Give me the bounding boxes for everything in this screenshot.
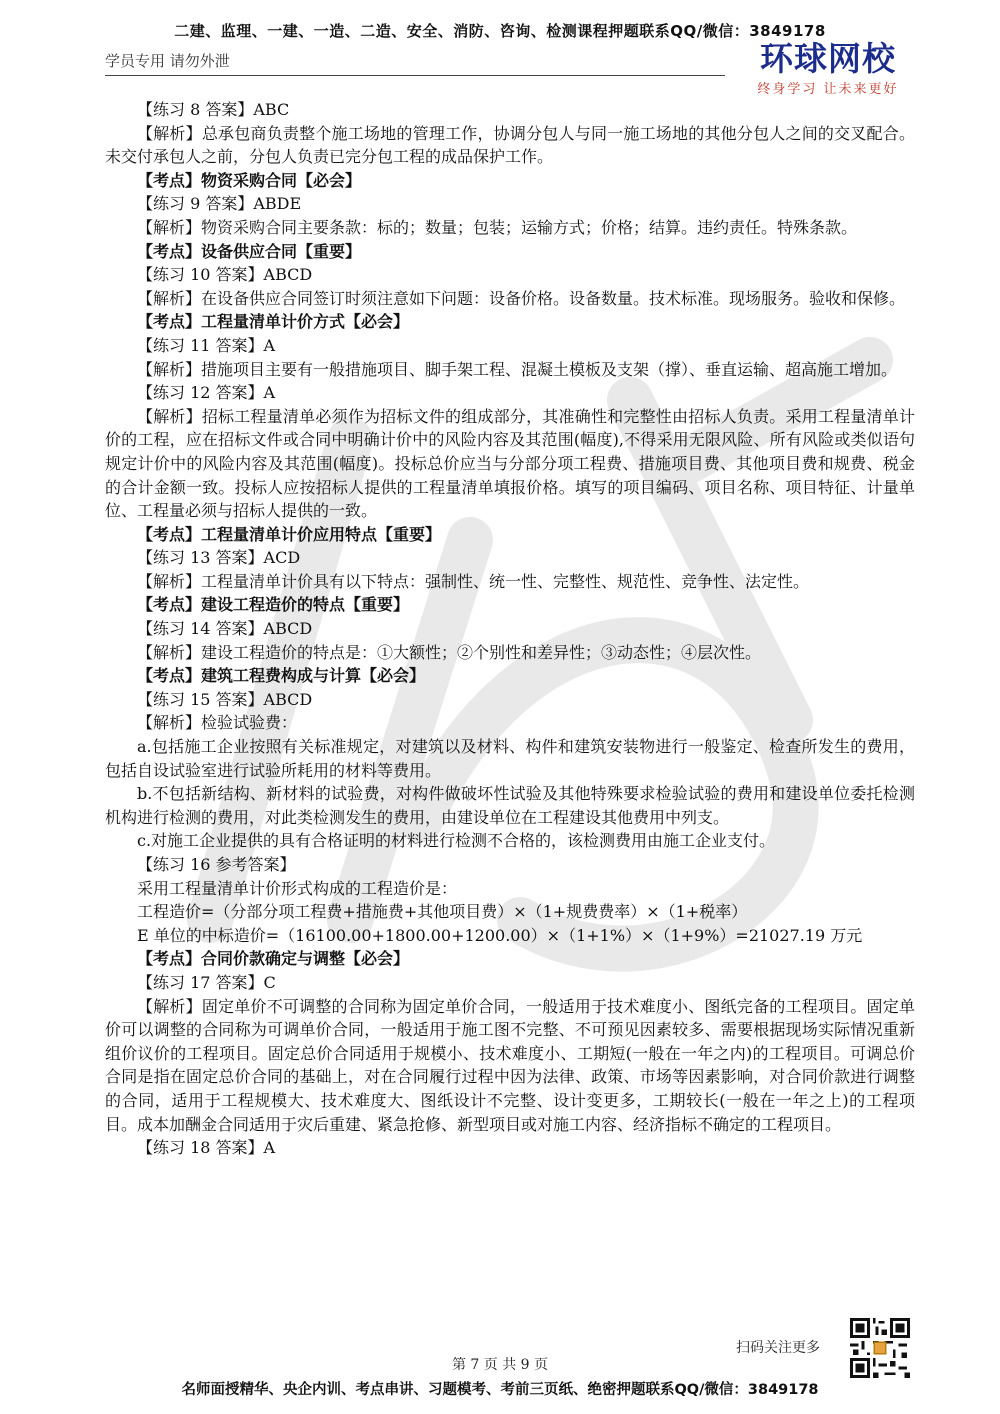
section-heading: 【考点】合同价款确定与调整【必会】 bbox=[137, 949, 410, 969]
document-body bbox=[105, 98, 915, 1160]
text-line: 【解析】固定单价不可调整的合同称为固定单价合同，一般适用于技术难度小、图纸完备的工程项目。固定单价可以调整的合同称为可调单价合同，一般适用于施工图不完整、不可预见因素较多、需要根据现场实际情况重新组价议价的工程项目。固定总价合同适用于规模小、技术难度小、工期短(一般在一年之内)的工程项目。可调总价合同是指在固定总价合同的基础上，对在合同履行过程中因为法律、政策、市场等因素影响，对合同价款进行调整的合同，适用于工程规模大、技术难度大、图纸设计不完整、设计变更多，工期较长(一般在一年之上)的工程项目。成本加酬金合同适用于灾后重建、紧急抢修、新型项目或对施工内容、经济指标不确定的工程项目。 bbox=[105, 996, 915, 1134]
header-divider bbox=[105, 75, 725, 76]
text-line: E 单位的中标造价=（16100.00+1800.00+1200.00）×（1+1%）×（1+9%）=21027.19 万元 bbox=[137, 925, 863, 945]
text-line: 【练习 12 答案】A bbox=[137, 383, 276, 403]
header-notice: 学员专用 请勿外泄 bbox=[105, 52, 230, 70]
section-heading: 【考点】工程量清单计价方式【必会】 bbox=[137, 312, 410, 332]
text-line: 【解析】招标工程量清单必须作为招标文件的组成部分，其准确性和完整性由招标人负责。采用工程量清单计价的工程，应在招标文件或合同中明确计价中的风险内容及其范围(幅度),不得采用无限风险、所有风险或类似语句规定计价中的风险内容及其范围(幅度)。投标总价应当与分部分项工程费、措施项目费、其他项目费和规费、税金的合计金额一致。投标人应按招标人提供的工程量清单填报价格。填写的项目编码、项目名称、项目特征、计量单位、工程量必须与招标人提供的一致。 bbox=[105, 406, 915, 521]
text-line: 【解析】措施项目主要有一般措施项目、脚手架工程、混凝土模板及支架（撑）、垂直运输、超高施工增加。 bbox=[137, 359, 898, 379]
text-line: 【解析】在设备供应合同签订时须注意如下问题：设备价格。设备数量。技术标准。现场服务。验收和保修。 bbox=[137, 288, 906, 308]
text-line: 【练习 14 答案】ABCD bbox=[137, 619, 313, 639]
page-number: 第 7 页 共 9 页 bbox=[451, 1357, 549, 1373]
text-line: 【练习 18 答案】A bbox=[137, 1138, 276, 1158]
top-banner: 二建、监理、一建、一造、二造、安全、消防、咨询、检测课程押题联系QQ/微信：3849178 bbox=[174, 22, 826, 40]
text-line: 【练习 11 答案】A bbox=[137, 335, 276, 355]
text-line: 工程造价=（分部分项工程费+措施费+其他项目费）×（1+规费费率）×（1+税率） bbox=[137, 902, 748, 922]
text-line: 【解析】总承包商负责整个施工场地的管理工作，协调分包人与同一施工场地的其他分包人之间的交叉配合。未交付承包人之前，分包人负责已完分包工程的成品保护工作。 bbox=[105, 123, 915, 167]
text-line: 【练习 9 答案】ABDE bbox=[137, 194, 302, 214]
text-line: 【练习 8 答案】ABC bbox=[137, 100, 290, 119]
section-heading: 【考点】建筑工程费构成与计算【必会】 bbox=[137, 666, 426, 686]
text-line: 【解析】建设工程造价的特点是：①大额性；②个别性和差异性；③动态性；④层次性。 bbox=[137, 642, 762, 662]
section-heading: 【考点】工程量清单计价应用特点【重要】 bbox=[137, 524, 442, 544]
text-line: 采用工程量清单计价形式构成的工程造价是： bbox=[137, 878, 458, 898]
section-heading: 【考点】建设工程造价的特点【重要】 bbox=[137, 595, 410, 615]
brand-logo bbox=[738, 40, 918, 97]
text-line: 【解析】物资采购合同主要条款：标的；数量；包装；运输方式；价格；结算。违约责任。特殊条款。 bbox=[137, 217, 858, 237]
qr-caption: 扫码关注更多 bbox=[736, 1340, 820, 1356]
text-line: a.包括施工企业按照有关标准规定，对建筑以及材料、构件和建筑安装物进行一般鉴定、检查所发生的费用，包括自设试验室进行试验所耗用的材料等费用。 bbox=[105, 737, 915, 780]
bottom-banner: 名师面授精华、央企内训、考点串讲、习题模考、考前三页纸、绝密押题联系QQ/微信：3849178 bbox=[181, 1382, 819, 1398]
text-line: 【练习 15 答案】ABCD bbox=[137, 689, 313, 709]
section-heading: 【考点】物资采购合同【必会】 bbox=[137, 170, 362, 190]
section-heading: 【考点】设备供应合同【重要】 bbox=[137, 241, 362, 261]
text-line: c.对施工企业提供的具有合格证明的材料进行检测不合格的，该检测费用由施工企业支付。 bbox=[137, 831, 776, 851]
text-line: 【解析】检验试验费： bbox=[137, 713, 298, 733]
text-line: 【练习 13 答案】ACD bbox=[137, 548, 301, 568]
text-line: 【练习 10 答案】ABCD bbox=[137, 265, 313, 285]
text-line: 【解析】工程量清单计价具有以下特点：强制性、统一性、完整性、规范性、竞争性、法定性。 bbox=[137, 571, 810, 591]
text-line: 【练习 17 答案】C bbox=[137, 972, 276, 992]
text-line: 【练习 16 参考答案】 bbox=[137, 855, 296, 874]
text-line: b.不包括新结构、新材料的试验费，对构件做破坏性试验及其他特殊要求检验试验的费用和建设单位委托检测机构进行检测的费用，对此类检测发生的费用，由建设单位在工程建设其他费用中列支。 bbox=[105, 784, 915, 827]
logo-slogan: 终身学习 让未来更好 bbox=[757, 82, 899, 97]
logo-title: 环球网校 bbox=[760, 39, 896, 78]
